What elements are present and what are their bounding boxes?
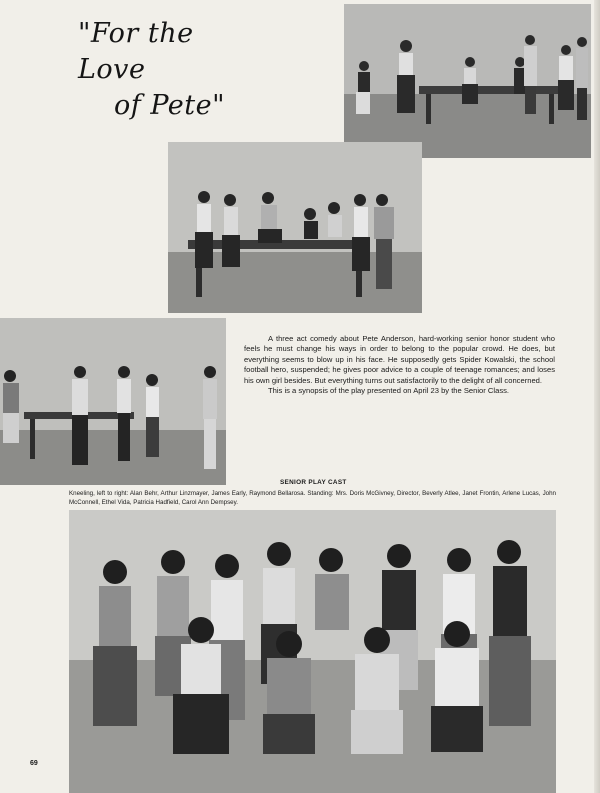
page-number: 69	[30, 760, 38, 767]
play-synopsis	[244, 334, 555, 396]
cast-caption: Kneeling, left to right: Alan Behr, Arthur Linzmayer, James Early, Raymond Bellarosa. Standing: Mrs. Doris McGivney, Director, Beverly Atlee, Janet Frontin, Arlene Lucas, John McConnell, Ethel Vida, Patricia Hadfield, Carol Ann Dempsey.	[69, 490, 556, 506]
rehearsal-photo-3	[0, 318, 226, 485]
rehearsal-photo-2	[168, 142, 422, 313]
title-line-1: "For the Love	[78, 18, 194, 85]
synopsis-paragraph-2: This is a synopsis of the play presented on April 23 by the Senior Class.	[268, 386, 510, 396]
cast-group-photo	[69, 510, 556, 793]
synopsis-paragraph-1: A three act comedy about Pete Anderson, hard-working senior honor student who feels he must change his ways in order to belong to the popular crowd. He does, but everything seems to blow up in his face. He supposedly gets Spider Kowalski, the school football hero, suspended; he gives poor advice to a couple of teenage romances; and loses his own girl besides. But everything turns out satisfactorily to the delight of all concerned.	[244, 334, 555, 385]
page-edge	[594, 0, 600, 793]
rehearsal-photo-1	[344, 4, 591, 158]
page-title	[78, 16, 268, 124]
title-line-2: of Pete"	[114, 90, 226, 121]
cast-heading: SENIOR PLAY CAST	[280, 479, 347, 486]
